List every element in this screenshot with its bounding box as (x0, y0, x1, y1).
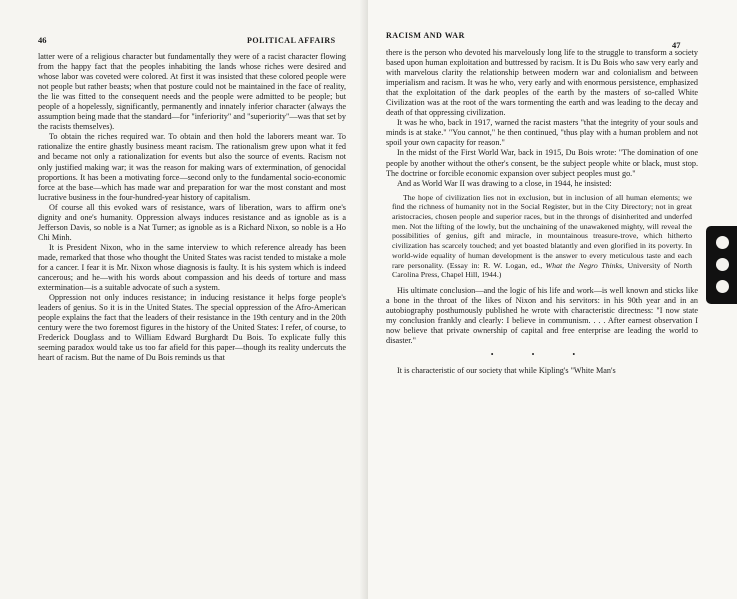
quote-book-title: What the Negro Thinks, (545, 260, 624, 270)
block-quote (386, 193, 698, 280)
right-running-head: RACISM AND WAR (386, 31, 465, 40)
right-paragraph: And as World War II was drawing to a close, in 1944, he insisted: (397, 178, 612, 188)
right-paragraph: It was he who, back in 1917, warned the racist masters "that the integrity of your souls and minds is at stake." "You cannot," he then continued, "thus play with a human problem and not spoil your own capacity for reason." (386, 118, 698, 148)
quote-text: The hope of civilization lies not in exclusion, but in inclusion of all human elements; we find the richness of humanity not in the Social Register, but in the City Directory; not in great aristocracies, chosen people and superior races, but in the throngs of disinherited and underfed men. Not the lifting of the lowly, but the unchaining of the unawakened mighty, will reveal the possibilities of genius, gift and miracle, in mountainous treasure-trove, which hitherto civilization has scarcely touched; and yet boasted blatantly and even glorified in its poverty. In world-wide equality of human development is the answer to every meticulous taste and each rare personality. (Essay in: R. W. Logan, ed., (392, 192, 692, 270)
right-paragraph: In the midst of the First World War, back in 1915, Du Bois wrote: "The domination of one people by another without the other's consent, be the subject people white or black, must stop. The doctrine or forcible economic expansion over subject peoples must go." (386, 148, 698, 178)
section-separator: • • • (490, 350, 594, 360)
left-paragraph: It is President Nixon, who in the same interview to which reference already has been made, remarked that those who thought the United States was racist tended to mistake a mole for a cancer. I fear it is Mr. Nixon whose diagnosis is faulty. It is his system which is indeed cancerous; and he—with his words about compassion and his deeds of torture and mass extermination—is a suitable advocate of such a system. (38, 242, 346, 293)
binder-hole (716, 236, 729, 249)
right-last-line: It is characteristic of our society that while Kipling's "White Man's (397, 366, 616, 376)
left-page (0, 0, 368, 599)
right-paragraph: there is the person who devoted his marvelously long life to the struggle to transform a society based upon human exploitation and buttressed by racism. It is Du Bois who saw very early and with marvelous clarity the relationship between modern war and colonialism and between imperialism and racism. It was he who, very early and with enormous persistence, emphasized that the exploitation of the dark peoples of the earth by the masters of so-called White Civilization was at the root of the wars tormenting the earth and was leading to the decay and death of that oppressing civilization. (386, 48, 698, 118)
right-paragraph: His ultimate conclusion—and the logic of his life and work—is well known and sticks like a bone in the throat of the likes of Nixon and his servitors: in his 90th year and in an autobiography posthumously published he wrote with characteristic directness: "I now state my conclusion frankly and clearly: I believe in communism. . . . After earnest observation I now believe that private ownership of capital and free enterprise are leading the world to disaster." (386, 285, 698, 346)
left-page-number: 46 (38, 35, 47, 45)
left-paragraph: To obtain the riches required war. To obtain and then hold the laborers meant war. To rationalize the entire ghastly business meant racism. The rationalism grew upon what it fed and became not only a rationalization for events but also the source of events. Racism not only justified making war; it was the reason for making wars of extermination, of genocidal proportions. It has been a motivating force—second only to the fundamental socio-economic force at the base—which has made war and preparation for war the most constant and most lucrative business in the four-hundred-year history of capitalism. (38, 132, 346, 202)
quote-citation: University of North Carolina Press, Chapel Hill, 1944.) (392, 260, 692, 280)
left-body-text (38, 52, 346, 363)
left-paragraph: Oppression not only induces resistance; in inducing resistance it helps forge people's leaders of genius. So it is in the United States. The special oppression of the Afro-American people explains the fact that the leaders of their resistance in the 19th century and in the 20th century were the two foremost figures in the history of the United States: I refer, of course, to Frederick Douglass and to William Edward Burghardt Du Bois. To explicate fully this seeming paradox would take us too far afield for this paper—though its reality undercuts the heart of racism. But the name of Du Bois reminds us that (38, 293, 346, 363)
binder-hole (716, 280, 729, 293)
left-running-head: POLITICAL AFFAIRS (247, 36, 336, 45)
left-paragraph: Of course all this evoked wars of resistance, wars of liberation, wars to affirm one's dignity and one's humanity. Oppression always induces resistance and as ignoble as is a Jefferson Davis, so noble is a Nat Turner; as ignoble as is a Richard Nixon, so noble is a Ho Chi Minh. (38, 202, 346, 242)
right-body-text (386, 48, 698, 376)
right-page-number: 47 (672, 40, 681, 50)
left-paragraph: latter were of a religious character but fundamentally they were of a racist character flowing from the happy fact that the peoples inhabiting the lands whose riches were desired and whose labor was coveted were colored. At first it was insisted that these colored people were not people but rather beasts; when that posture could not be maintained in the face of reality, the lie was fitted to the consequent needs and the people were admitted to be people; but people of a hopelessly, significantly, permanently and innately inferior character (always the assumption being made that the standard—for "inferiority" and "superiority"—was that set by the racists themselves). (38, 52, 346, 132)
binder-hole (716, 258, 729, 271)
right-page (368, 0, 737, 599)
